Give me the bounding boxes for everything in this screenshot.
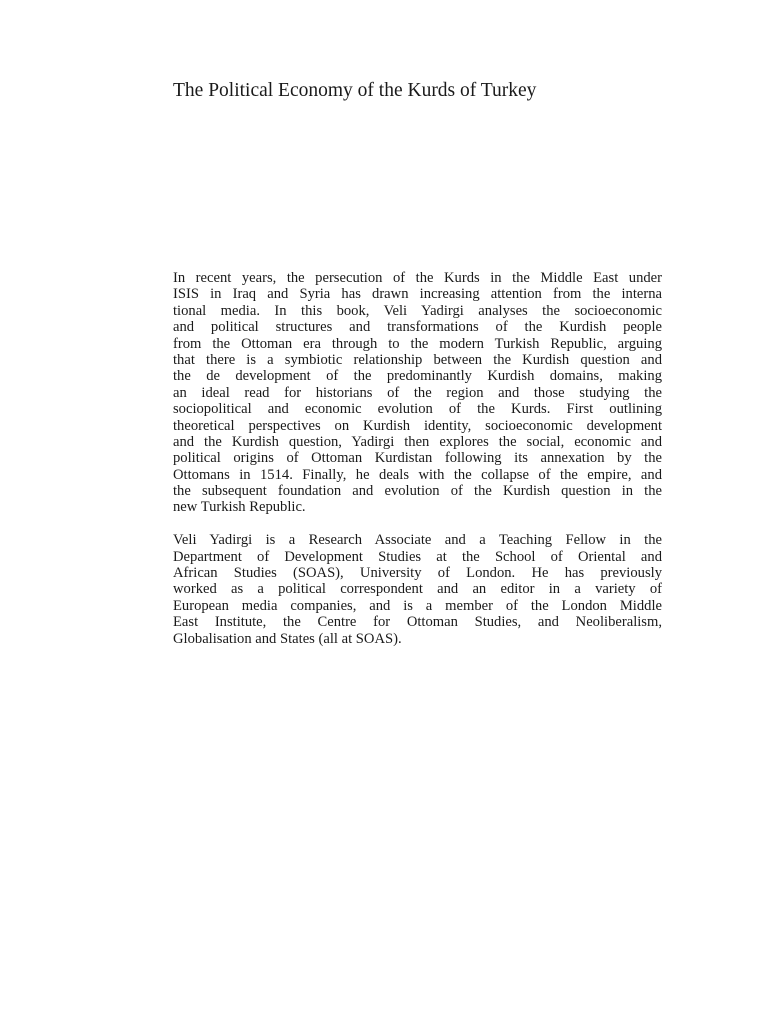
description-line: that there is a symbiotic relationship between the Kurdish question and <box>173 351 662 368</box>
description-line: new Turkish Republic. <box>173 499 306 516</box>
author-bio-paragraph <box>173 532 662 647</box>
description-line: and the Kurdish question, Yadirgi then explores the social, economic and <box>173 433 662 450</box>
description-paragraph <box>173 270 662 516</box>
description-line: sociopolitical and economic evolution of the Kurds. First outlining <box>173 401 662 418</box>
book-title: The Political Economy of the Kurds of Turkey <box>173 80 537 101</box>
author-bio-line: worked as a political correspondent and an editor in a variety of <box>173 581 662 598</box>
description-line: the de development of the predominantly Kurdish domains, making <box>173 368 662 385</box>
author-bio-line: Department of Development Studies at the School of Oriental and <box>173 548 662 565</box>
blurb-text <box>173 270 662 647</box>
description-line: political origins of Ottoman Kurdistan following its annexation by the <box>173 450 662 467</box>
description-line: In recent years, the persecution of the Kurds in the Middle East under <box>173 270 662 286</box>
description-line: ISIS in Iraq and Syria has drawn increasing attention from the interna <box>173 286 662 303</box>
description-line: the subsequent foundation and evolution of the Kurdish question in the <box>173 483 662 500</box>
author-bio-line: African Studies (SOAS), University of London. He has previously <box>173 565 662 582</box>
paragraph-spacer <box>173 516 662 532</box>
author-bio-line: European media companies, and is a member of the London Middle <box>173 597 662 614</box>
description-line: an ideal read for historians of the region and those studying the <box>173 384 662 401</box>
description-line: theoretical perspectives on Kurdish identity, socioeconomic development <box>173 417 662 434</box>
description-line: tional media. In this book, Veli Yadirgi analyses the socioeconomic <box>173 302 662 319</box>
author-bio-line: Veli Yadirgi is a Research Associate and a Teaching Fellow in the <box>173 532 662 549</box>
description-line: and political structures and transformations of the Kurdish people <box>173 319 662 336</box>
author-bio-line: East Institute, the Centre for Ottoman Studies, and Neoliberalism, <box>173 614 662 631</box>
author-bio-line: Globalisation and States (all at SOAS). <box>173 630 402 647</box>
description-line: from the Ottoman era through to the modern Turkish Republic, arguing <box>173 335 662 352</box>
description-line: Ottomans in 1514. Finally, he deals with the collapse of the empire, and <box>173 466 662 483</box>
